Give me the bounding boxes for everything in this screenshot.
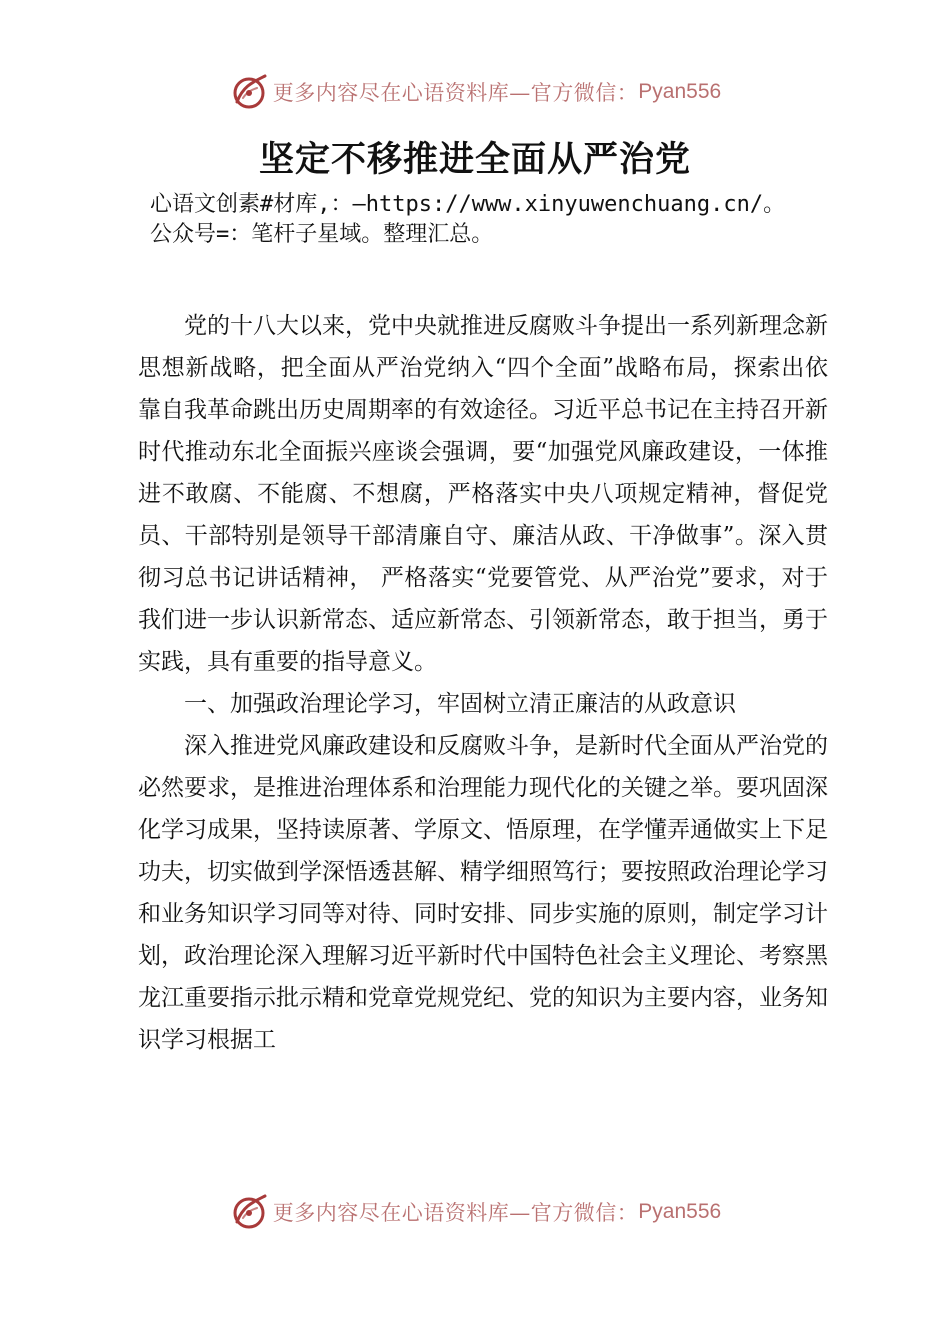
paragraph-intro: 党的十八大以来，党中央就推进反腐败斗争提出一系列新理念新思想新战略，把全面从严治党纳入“四个全面”战略布局，探索出依靠自我革命跳出历史周期率的有效途径。习近平总书记在主持召开新时代推动东北全面振兴座谈会强调，要“加强党风廉政建设，一体推进不敢腐、不能腐、不想腐，严格落实中央八项规定精神，督促党员、干部特别是领导干部清廉自守、廉洁从政、干净做事”。深入贯彻习总书记讲话精神， 严格落实“党要管党、从严治党”要求，对于我们进一步认识新常态、适应新常态、引领新常态，敢于担当，勇于实践，具有重要的指导意义。 <box>138 313 828 675</box>
watermark-banner-top <box>0 70 950 114</box>
source-line-account: 公众号=：笔杆子星域。整理汇总。 <box>150 222 494 247</box>
document-body <box>138 305 828 1061</box>
watermark-text: 更多内容尽在心语资料库—官方微信： <box>272 1201 639 1225</box>
document-title: 坚定不移推进全面从严治党 <box>258 139 691 180</box>
watermark-banner-bottom <box>0 1190 950 1234</box>
source-info <box>150 190 890 250</box>
watermark-wechat-id: Pyan556 <box>638 80 722 103</box>
logo-icon <box>229 72 269 112</box>
section-heading-1: 一、加强政治理论学习，牢固树立清正廉洁的从政意识 <box>184 691 736 717</box>
logo-icon <box>229 1192 269 1232</box>
source-line-website: 心语文创素#材库,：—https://www.xinyuwenchuang.cn/。 <box>150 192 786 217</box>
paragraph-section-1: 深入推进党风廉政建设和反腐败斗争，是新时代全面从严治党的必然要求，是推进治理体系和治理能力现代化的关键之举。要巩固深化学习成果，坚持读原著、学原文、悟原理，在学懂弄通做实上下足功夫，切实做到学深悟透甚解、精学细照笃行；要按照政治理论学习和业务知识学习同等对待、同时安排、同步实施的原则，制定学习计划，政治理论深入理解习近平新时代中国特色社会主义理论、考察黑龙江重要指示批示精和党章党规党纪、党的知识为主要内容，业务知识学习根据工 <box>138 733 828 1053</box>
watermark-text: 更多内容尽在心语资料库—官方微信： <box>272 81 639 105</box>
watermark-wechat-id: Pyan556 <box>638 1200 722 1223</box>
